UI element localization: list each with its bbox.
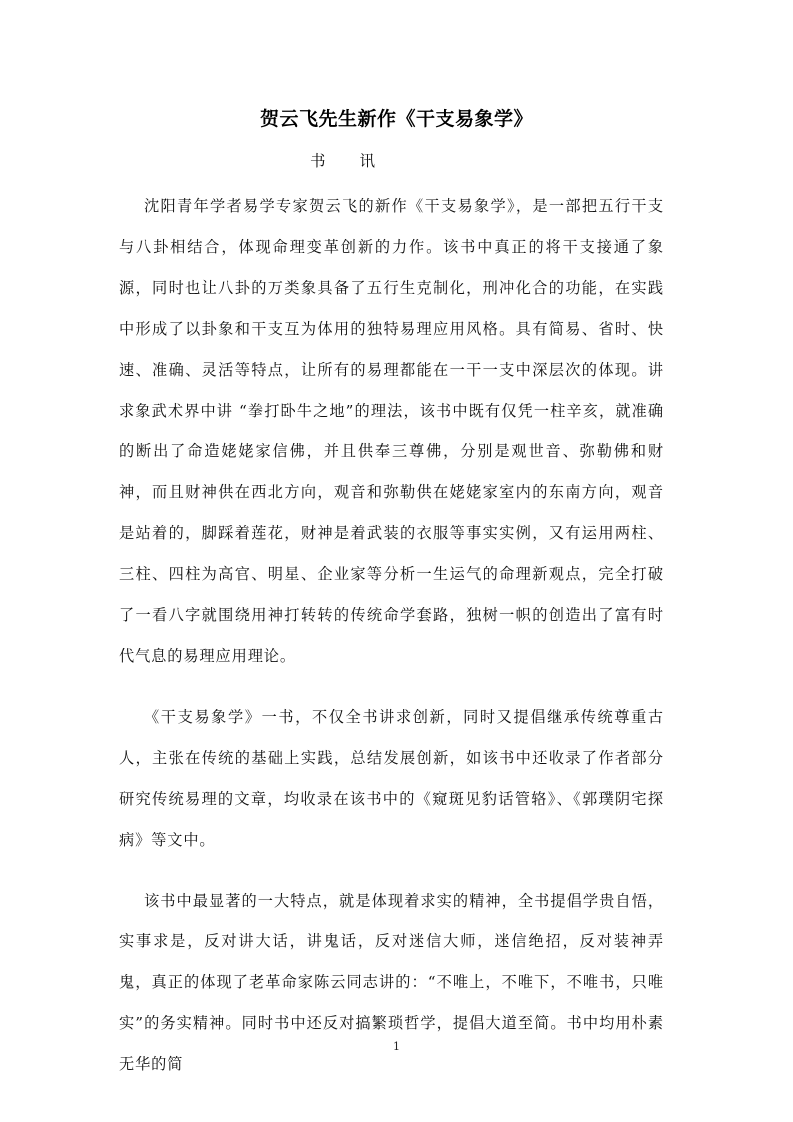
paragraph-2: 《干支易象学》一书，不仅全书讲求创新，同时又提倡继承传统尊重古人，主张在传统的基础上实践，总结发展创新，如该书中还收录了作者部分研究传统易理的文章，均收录在该书中的《窥斑见豹话管辂》、《郭璞阴宅探病》等文中。 bbox=[119, 707, 664, 849]
subtitle-char-2: 讯 bbox=[359, 152, 376, 170]
page-number: 1 bbox=[393, 1040, 400, 1053]
document-body bbox=[119, 186, 664, 1085]
paragraph-1: 沈阳青年学者易学专家贺云飞的新作《干支易象学》，是一部把五行干支与八卦相结合，体现命理变革创新的力作。该书中真正的将干支接通了象源，同时也让八卦的万类象具备了五行生克制化，刑冲化合的功能，在实践中形成了以卦象和干支互为体用的独特易理应用风格。具有简易、省时、快速、准确、灵活等特点，让所有的易理都能在一干一支中深层次的体现。讲求象武术界中讲 “拳打卧牛之地”的理法，该书中既有仅凭一柱辛亥，就准确的断出了命造姥姥家信佛，并且供奉三尊佛，分别是观世音、弥勒佛和财神，而且财神供在西北方向，观音和弥勒供在姥姥家室内的东南方向，观音是站着的，脚踩着莲花，财神是着武装的衣服等事实实例，又有运用两柱、三柱、四柱为高官、明星、企业家等分析一生运气的命理新观点，完全打破了一看八字就围绕用神打转转的传统命学套路，独树一帜的创造出了富有时代气息的易理应用理论。 bbox=[119, 197, 664, 665]
paragraph-3: 该书中最显著的一大特点，就是体现着求实的精神，全书提倡学贵自悟，实事求是，反对讲大话，讲鬼话，反对迷信大师，迷信绝招，反对装神弄鬼，真正的体现了老革命家陈云同志讲的：“不唯上，不唯下，不唯书，只唯实”的务实精神。同时书中还反对搞繁琐哲学，提倡大道至简。书中均用朴素无华的简 bbox=[119, 891, 664, 1074]
document-title: 贺云飞先生新作《干支易象学》 bbox=[259, 108, 533, 130]
subtitle-char-1: 书 bbox=[310, 152, 326, 170]
document-subtitle bbox=[310, 149, 375, 171]
